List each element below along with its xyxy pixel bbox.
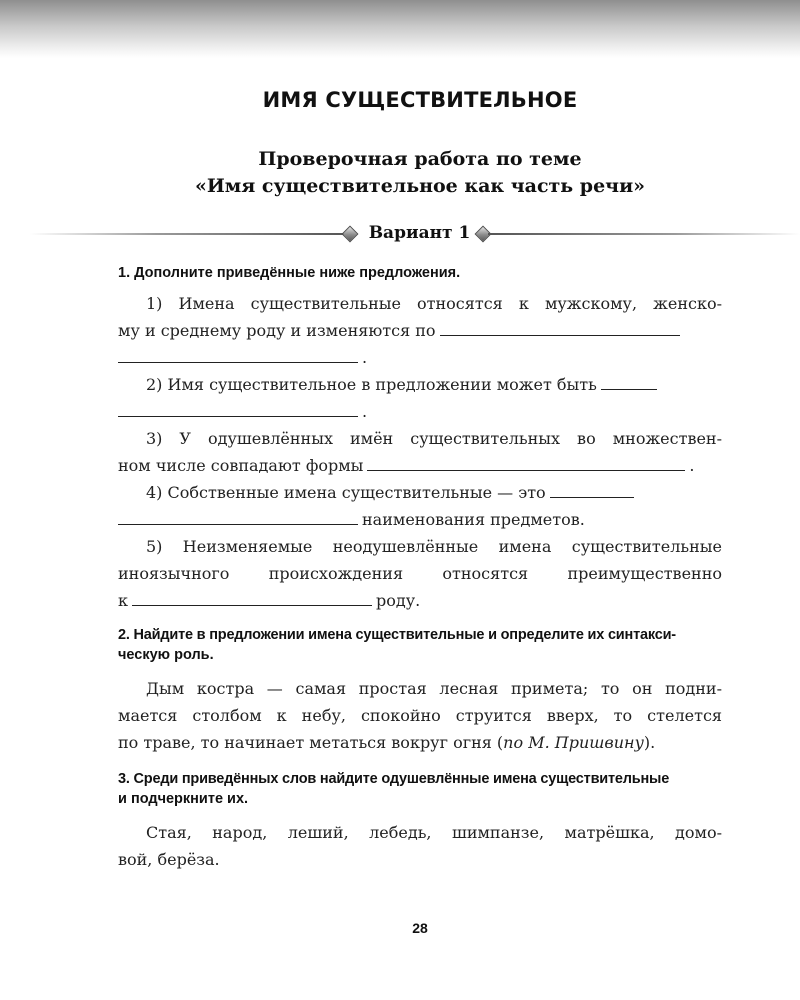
diamond-ornament-icon xyxy=(342,226,359,243)
period: . xyxy=(362,402,368,421)
divider-line-left xyxy=(30,233,346,235)
item-5-text-end: роду. xyxy=(376,591,421,610)
period: . xyxy=(689,456,695,475)
task-1-item-5-line-2: иноязычного происхождения относятся преимущественно xyxy=(118,564,722,583)
task-3-heading-line-1: 3. Среди приведённых слов найдите одушевлённые имена существительные xyxy=(118,771,670,787)
item-3-text: ном числе совпадают формы xyxy=(118,456,364,475)
period: . xyxy=(362,348,368,367)
task-3-heading-line-2: и подчеркните их. xyxy=(118,791,249,807)
task-2-text: по траве, то начинает метаться вокруг огня ( xyxy=(118,733,504,752)
task-3-heading xyxy=(118,769,723,809)
task-1-heading: 1. Дополните приведённые ниже предложения. xyxy=(118,265,461,281)
task-1-item-5-line-3 xyxy=(118,587,722,614)
variant-label: Вариант 1 xyxy=(368,223,471,243)
task-1-item-5-line-1: 5) Неизменяемые неодушевлённые имена существительные xyxy=(146,537,722,556)
task-2-text-line-3 xyxy=(118,729,722,756)
answer-blank[interactable] xyxy=(118,506,358,525)
task-2-text-line-2: мается столбом к небу, спокойно струится вверх, то стелется xyxy=(118,706,722,725)
task-1-item-1-line-3 xyxy=(118,344,722,371)
task-1-item-3-line-1: 3) У одушевлённых имён существительных во множествен- xyxy=(146,429,722,448)
answer-blank[interactable] xyxy=(440,317,680,336)
item-5-text: к xyxy=(118,591,128,610)
page-top-shade xyxy=(0,0,800,58)
variant-divider xyxy=(0,221,800,247)
task-1-item-4-line-2 xyxy=(118,506,722,533)
work-title-line-1: Проверочная работа по теме xyxy=(258,148,582,170)
item-1-text: му и среднему роду и изменяются по xyxy=(118,321,436,340)
task-1-item-2-line-2 xyxy=(118,398,722,425)
task-2-text-line-1: Дым костра — самая простая лесная примета; то он подни- xyxy=(146,679,722,698)
quote-source: по М. Пришвину xyxy=(503,733,644,752)
divider-line-right xyxy=(488,233,800,235)
answer-blank[interactable] xyxy=(132,587,372,606)
task-3-words-line-2: вой, берёза. xyxy=(118,850,220,869)
task-2-heading-line-2: ческую роль. xyxy=(118,647,214,663)
item-4-text: 4) Собственные имена существительные — это xyxy=(146,483,546,502)
task-1-item-2-line-1 xyxy=(118,371,722,398)
item-2-text: 2) Имя существительное в предложении может быть xyxy=(146,375,597,394)
task-3-words-line-1: Стая, народ, леший, лебедь, шимпанзе, матрёшка, домо- xyxy=(146,823,722,842)
answer-blank[interactable] xyxy=(118,398,358,417)
task-1-item-1-line-2 xyxy=(118,317,722,344)
page-number: 28 xyxy=(412,920,428,936)
section-title: ИМЯ СУЩЕСТВИТЕЛЬНОЕ xyxy=(262,88,578,112)
task-1-item-1-line-1: 1) Имена существительные относятся к мужскому, женско- xyxy=(146,294,722,313)
task-1-item-3-line-2 xyxy=(118,452,722,479)
answer-blank[interactable] xyxy=(550,479,634,498)
work-title xyxy=(0,146,800,200)
task-2-heading xyxy=(118,625,723,665)
answer-blank[interactable] xyxy=(367,452,685,471)
answer-blank[interactable] xyxy=(601,371,657,390)
task-2-text-end: ). xyxy=(643,733,656,752)
task-2-heading-line-1: 2. Найдите в предложении имена существительные и определите их синтакси- xyxy=(118,627,676,643)
task-1-item-4-line-1 xyxy=(118,479,722,506)
answer-blank[interactable] xyxy=(118,344,358,363)
item-4-text-end: наименования предметов. xyxy=(362,510,585,529)
work-title-line-2: «Имя существительное как часть речи» xyxy=(194,175,646,197)
